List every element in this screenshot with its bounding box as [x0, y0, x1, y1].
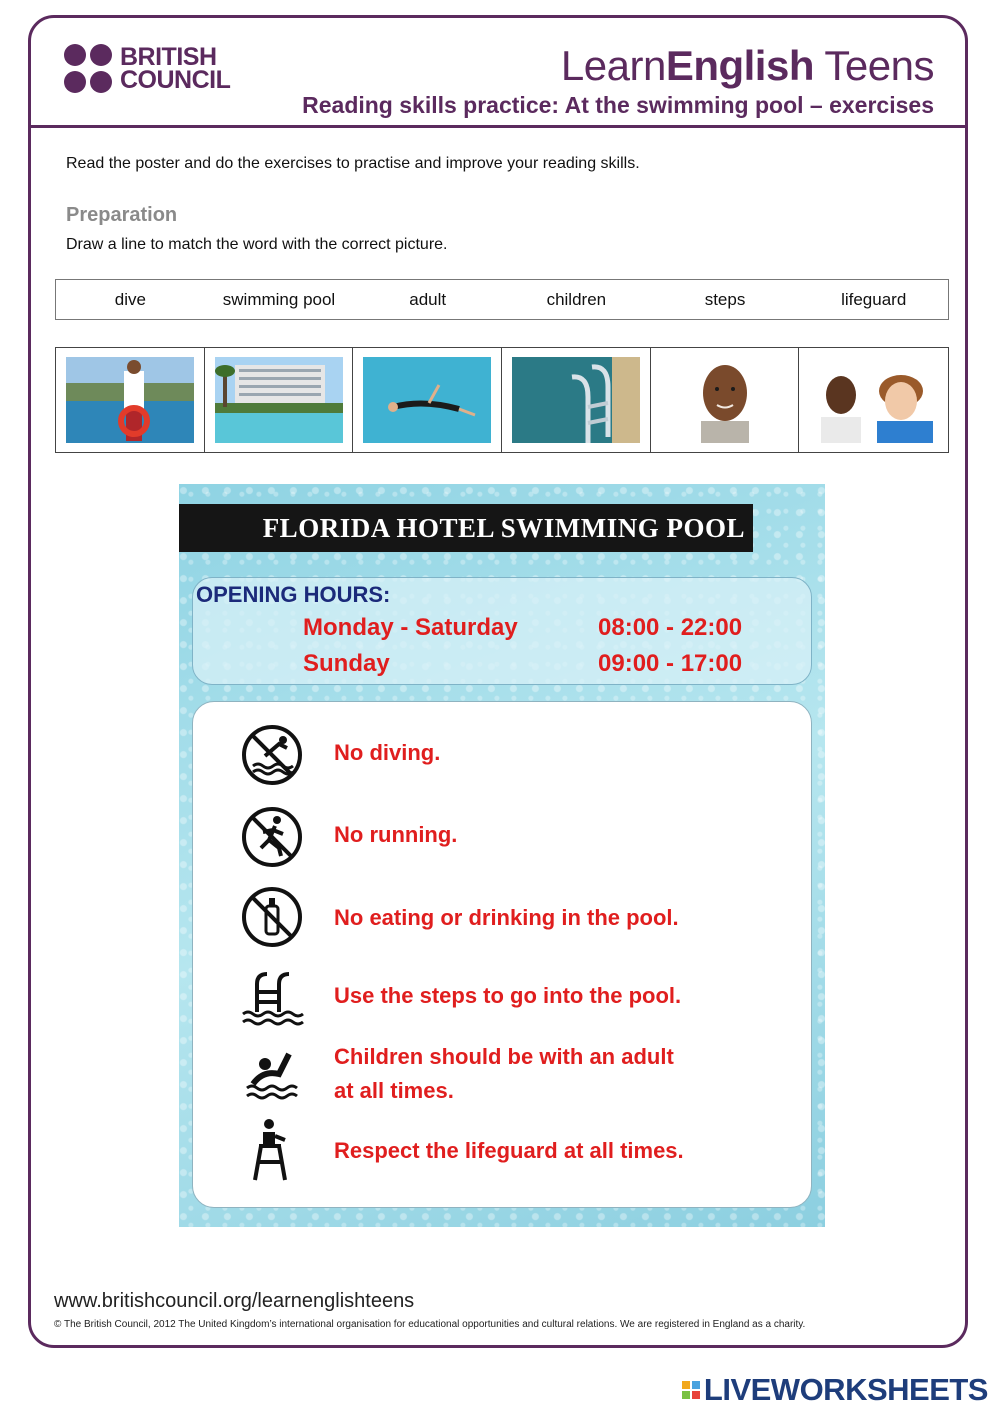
rule-respect-lifeguard: Respect the lifeguard at all times.: [334, 1138, 684, 1163]
british-council-logo: [64, 44, 230, 94]
picture-cell[interactable]: [799, 348, 948, 452]
pool-steps-photo: [512, 357, 640, 443]
picture-cell[interactable]: [205, 348, 354, 452]
opening-hours-title: OPENING HOURS:: [196, 582, 391, 607]
logo-line2: COUNCIL: [120, 66, 231, 94]
swimmer-photo: [363, 357, 491, 443]
intro-text: Read the poster and do the exercises to practise and improve your reading skills.: [66, 155, 640, 172]
word-list: [55, 279, 949, 320]
word-lifeguard[interactable]: lifeguard: [841, 289, 907, 309]
rule-no-running: No running.: [334, 822, 458, 847]
picture-cell[interactable]: [56, 348, 205, 452]
word-dive[interactable]: dive: [114, 289, 146, 309]
learnenglish-teens-brand: LearnEnglish Teens: [560, 42, 934, 89]
page-title: Reading skills practice: At the swimming pool – exercises: [302, 92, 934, 118]
lifeguard-photo: [66, 357, 194, 443]
word-adult[interactable]: adult: [409, 289, 447, 309]
picture-cell[interactable]: [502, 348, 651, 452]
liveworksheets-watermark: [682, 1372, 988, 1408]
hours-time-weekdays: 08:00 - 22:00: [598, 614, 743, 641]
hotel-pool-photo: [215, 357, 343, 443]
lifeguard-chair-icon: [239, 1116, 305, 1182]
rule-children-with-adult: [334, 1040, 674, 1108]
footer-copyright: © The British Council, 2012 The United Kingdom’s international organisation for educational opportunities and cultural relations. We are registered in England as a charity.: [54, 1319, 806, 1330]
picture-cell[interactable]: [353, 348, 502, 452]
poster-banner: FLORIDA HOTEL SWIMMING POOL: [179, 504, 753, 552]
pool-rules-poster: [179, 484, 825, 1227]
adult-man-photo: [661, 357, 789, 443]
hours-time-sunday: 09:00 - 17:00: [598, 650, 743, 677]
word-swimming-pool[interactable]: swimming pool: [222, 289, 336, 309]
no-running-icon: [239, 804, 305, 870]
no-drinking-icon: [239, 884, 305, 950]
picture-row: [55, 347, 949, 453]
header-divider: [28, 125, 968, 128]
liveworksheets-logo-icon: [682, 1381, 700, 1399]
hours-days-sunday: Sunday: [303, 650, 390, 677]
pool-steps-icon: [239, 964, 305, 1030]
children-photo: [809, 357, 937, 443]
rule-use-steps: Use the steps to go into the pool.: [334, 983, 682, 1008]
preparation-instruction: Draw a line to match the word with the correct picture.: [66, 236, 448, 253]
child-swimming-icon: [239, 1040, 305, 1106]
watermark-text: LIVEWORKSHEETS: [703, 1372, 988, 1407]
rule-no-diving: No diving.: [334, 740, 441, 765]
hours-days-weekdays: Monday - Saturday: [303, 614, 518, 641]
no-diving-icon: [239, 722, 305, 788]
preparation-heading: Preparation: [66, 204, 178, 226]
picture-cell[interactable]: [651, 348, 800, 452]
rule-no-eating-drinking: No eating or drinking in the pool.: [334, 905, 679, 930]
word-children[interactable]: children: [546, 289, 607, 309]
rule-children-line1: Children should be with an adult: [334, 1044, 674, 1069]
word-steps[interactable]: steps: [704, 289, 746, 309]
logo-line1: BRITISH: [120, 43, 217, 71]
rule-children-line2: at all times.: [334, 1078, 454, 1103]
footer-url[interactable]: www.britishcouncil.org/learnenglishteens: [54, 1290, 415, 1312]
logo-dots-icon: [64, 44, 114, 94]
